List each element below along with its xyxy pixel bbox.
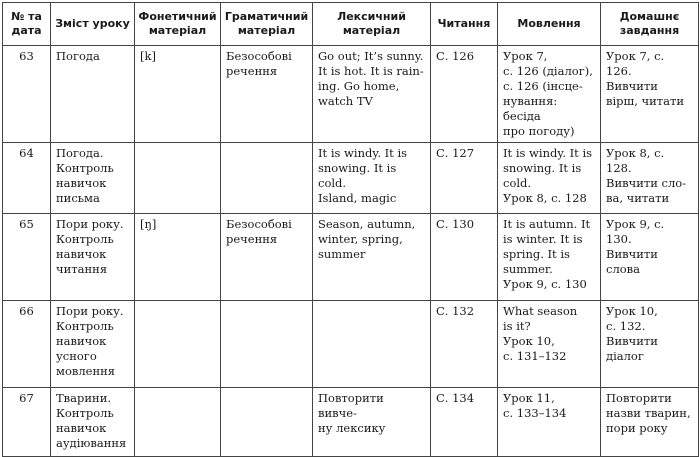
cell-reading: С. 134 [431, 388, 498, 457]
header-homework: Домашнє завдання [601, 3, 699, 46]
table-row [3, 143, 699, 214]
cell-speaking: What season is it? Урок 10, с. 131–132 [498, 301, 601, 388]
cell-phonetic: [ŋ] [135, 214, 221, 301]
table-row [3, 46, 699, 143]
lesson-plan-table [2, 2, 699, 457]
cell-lexical: Повторити вивче- ну лексику [313, 388, 431, 457]
table-header-row [3, 3, 699, 46]
cell-speaking: Урок 7, с. 126 (діалог), с. 126 (інсце- нування: бесіда про погоду) [498, 46, 601, 143]
cell-lesson-content: Пори року. Контроль навичок усного мовлення [51, 301, 135, 388]
cell-speaking: It is autumn. It is winter. It is spring. It is summer. Урок 9, с. 130 [498, 214, 601, 301]
cell-grammar [221, 301, 313, 388]
header-lexical: Лексичний матеріал [313, 3, 431, 46]
cell-speaking: Урок 11, с. 133–134 [498, 388, 601, 457]
cell-lexical: It is windy. It is snowing. It is cold. Island, magic [313, 143, 431, 214]
cell-lesson-content: Погода [51, 46, 135, 143]
cell-phonetic: [k] [135, 46, 221, 143]
header-reading: Читання [431, 3, 498, 46]
cell-reading: С. 127 [431, 143, 498, 214]
cell-lesson-content: Тварини. Контроль навичок аудіювання [51, 388, 135, 457]
cell-number: 64 [3, 143, 51, 214]
cell-homework: Урок 8, с. 128. Вивчити сло- ва, читати [601, 143, 699, 214]
cell-phonetic [135, 143, 221, 214]
header-lesson-content: Зміст уроку [51, 3, 135, 46]
cell-lexical: Go out; It’s sunny. It is hot. It is rain- ing. Go home, watch TV [313, 46, 431, 143]
header-number-date: № та дата [3, 3, 51, 46]
cell-grammar: Безособові речення [221, 214, 313, 301]
cell-number: 63 [3, 46, 51, 143]
table-row [3, 388, 699, 457]
cell-grammar: Безособові речення [221, 46, 313, 143]
cell-phonetic [135, 388, 221, 457]
cell-number: 65 [3, 214, 51, 301]
cell-lesson-content: Пори року. Контроль навичок читання [51, 214, 135, 301]
cell-phonetic [135, 301, 221, 388]
cell-lexical [313, 301, 431, 388]
cell-grammar [221, 143, 313, 214]
cell-reading: С. 130 [431, 214, 498, 301]
cell-number: 66 [3, 301, 51, 388]
cell-reading: С. 132 [431, 301, 498, 388]
cell-speaking: It is windy. It is snowing. It is cold. Урок 8, с. 128 [498, 143, 601, 214]
header-phonetic: Фонетичний матеріал [135, 3, 221, 46]
cell-lesson-content: Погода. Контроль навичок письма [51, 143, 135, 214]
cell-grammar [221, 388, 313, 457]
cell-homework: Повторити назви тварин, пори року [601, 388, 699, 457]
cell-number: 67 [3, 388, 51, 457]
cell-lexical: Season, autumn, winter, spring, summer [313, 214, 431, 301]
cell-homework: Урок 9, с. 130. Вивчити слова [601, 214, 699, 301]
header-grammar: Граматичний матеріал [221, 3, 313, 46]
table-row [3, 214, 699, 301]
header-speaking: Мовлення [498, 3, 601, 46]
table-row [3, 301, 699, 388]
cell-homework: Урок 10, с. 132. Вивчити діалог [601, 301, 699, 388]
cell-reading: С. 126 [431, 46, 498, 143]
cell-homework: Урок 7, с. 126. Вивчити вірш, читати [601, 46, 699, 143]
